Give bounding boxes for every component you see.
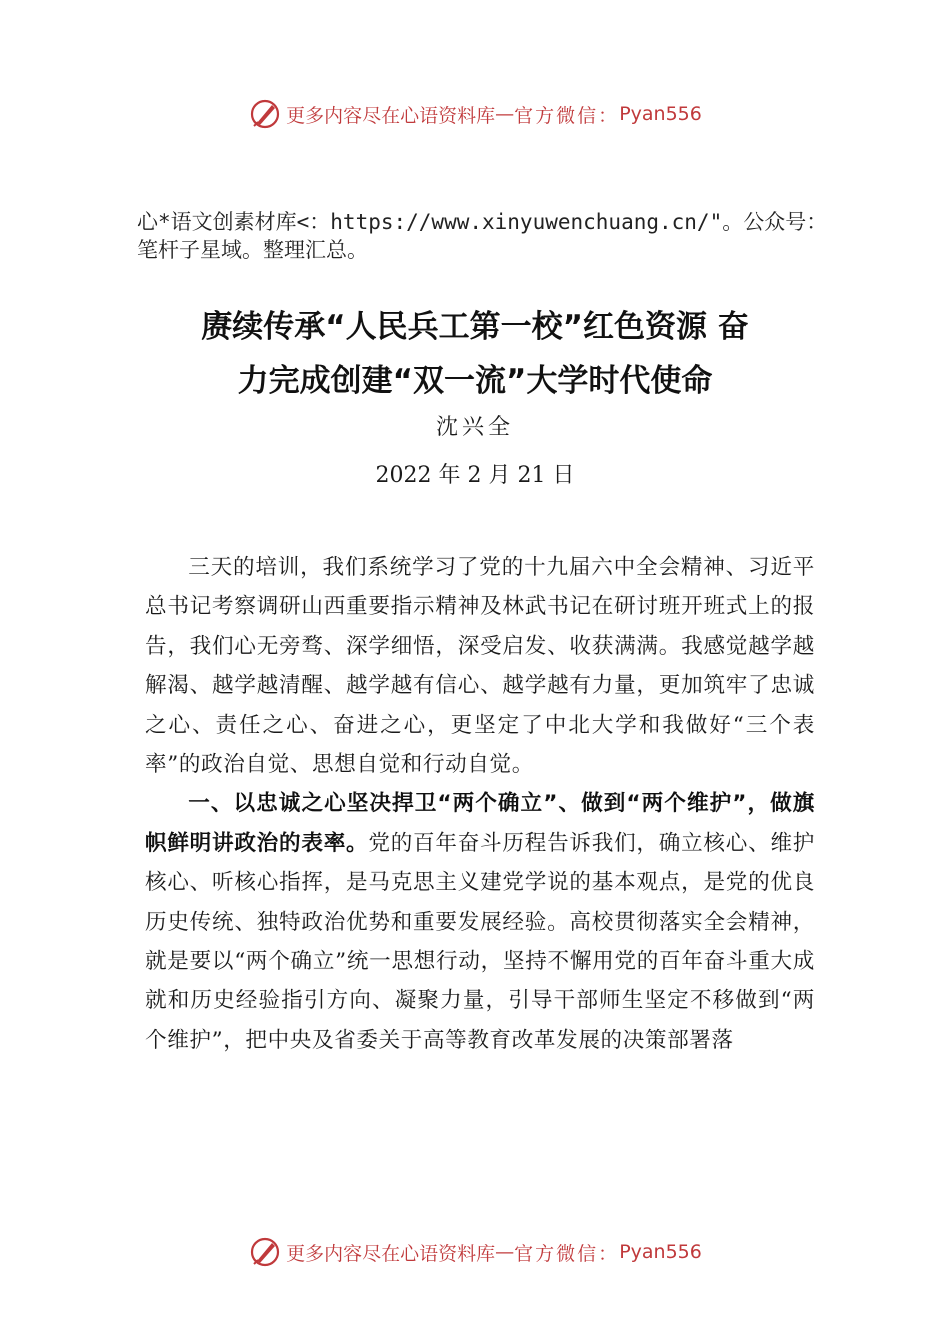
header-banner [0,94,950,134]
paragraph-1: 三天的培训，我们系统学习了党的十九届六中全会精神、习近平总书记考察调研山西重要指示精神及林武书记在研讨班开班式上的报告，我们心无旁骛、深学细悟，深受启发、收获满满。我感觉越学越解渴、越学越清醒、越学越有信心、越学越有力量，更加筑牢了忠诚之心、责任之心、奋进之心，更坚定了中北大学和我做好“三个表率”的政治自觉、思想自觉和行动自觉。 [145,555,815,778]
banner-dash: — [495,103,515,125]
banner-prefix: 更多内容尽在心语资料库 [286,104,496,127]
banner-official: 官方微信： [514,104,620,127]
title-line-2: 力完成创建“双一流”大学时代使命 [237,363,713,399]
footer-banner [0,1232,950,1272]
banner-official: 官方微信： [514,1242,620,1265]
banner-handle: Pyan556 [619,103,702,125]
quill-logo-icon [248,97,282,131]
article-body [145,548,815,1060]
banner-dash: — [495,1241,515,1263]
paragraph-2 [145,784,815,1060]
paragraph-2-text: 党的百年奋斗历程告诉我们，确立核心、维护核心、听核心指挥，是马克思主义建党学说的基本观点，是党的优良历史传统、独特政治优势和重要发展经验。高校贯彻落实全会精神，就是要以“两个确立”统一思想行动，坚持不懈用党的百年奋斗重大成就和历史经验指引方向、凝聚力量，引导干部师生坚定不移做到“两个维护”，把中央及省委关于高等教育改革发展的决策部署落 [145,830,815,1053]
page-title [120,300,830,408]
section-heading-1: 一、以忠诚之心坚决捍卫“两个确立”、做到“两个维护”，做旗帜鲜明讲政治的表率。 [145,791,815,856]
title-line-1: 赓续传承“人民兵工第一校”红色资源 奋 [201,309,749,345]
banner-prefix: 更多内容尽在心语资料库 [286,1242,496,1265]
banner-handle: Pyan556 [619,1241,702,1263]
source-note: 心*语文创素材库<：https://www.xinyuwenchuang.cn/"。公众号：笔杆子星域。整理汇总。 [137,210,828,262]
date: 2022 年 2 月 21 日 [375,463,575,488]
quill-logo-icon [248,1235,282,1269]
author: 沈兴全 [435,415,514,440]
